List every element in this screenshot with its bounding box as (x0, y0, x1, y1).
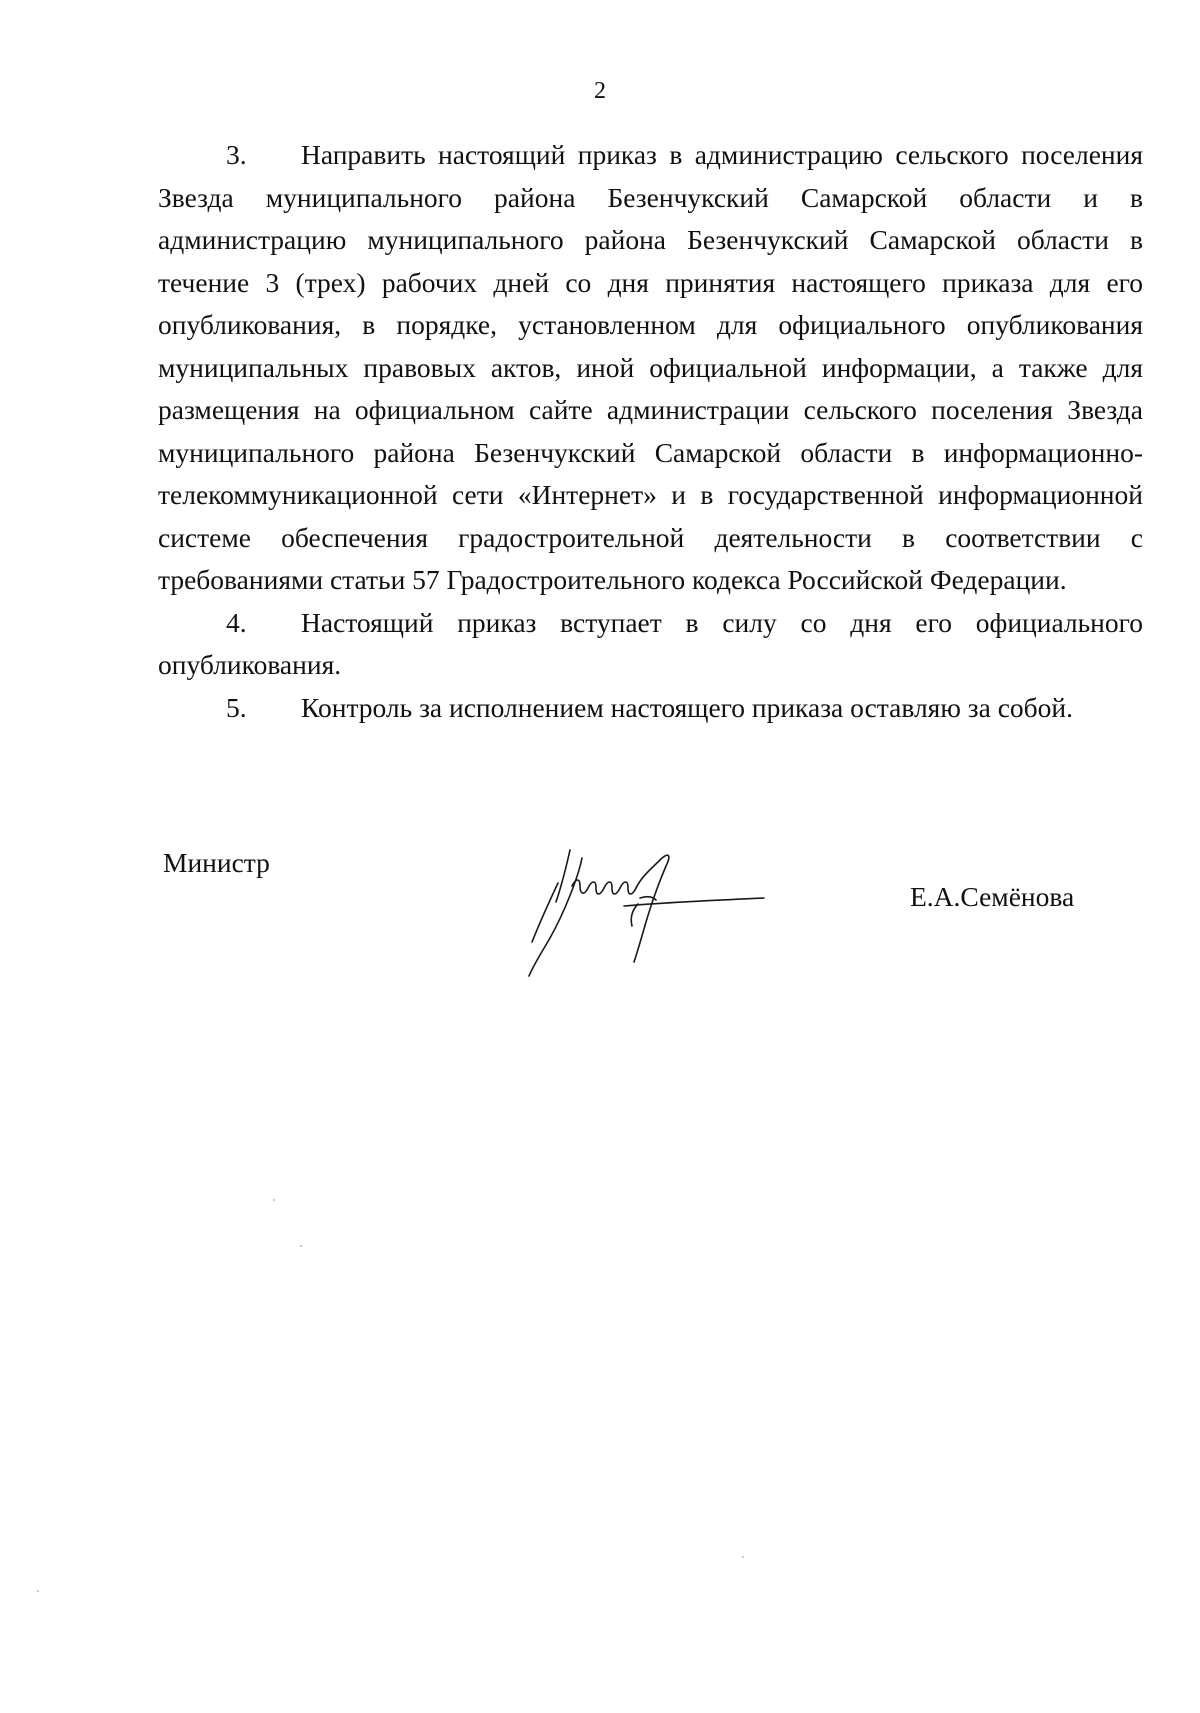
page-number: 2 (594, 78, 606, 104)
signer-name: Е.А.Семёнова (910, 881, 1075, 912)
paragraph-text: Настоящий приказ вступает в силу со дня его официального опубликования. (158, 606, 1143, 680)
paragraph-text: Контроль за исполнением настоящего приказа оставляю за собой. (301, 691, 1073, 723)
scan-speck (37, 1590, 39, 1592)
paragraph-number: 5. (226, 691, 247, 723)
paragraph-text: Направить настоящий приказ в администрацию сельского поселения Звезда муниципального района Безенчукский Самарской области и в администрацию муниципального района Безенчукский Самарской области в течение 3 (трех) рабочих дней со дня принятия настоящего приказа для его опубликования, в порядке, установленном для официального опубликования муниципальных правовых актов, иной официальной информации, а также для размещения на официальном сайте администрации сельского поселения Звезда муниципального района Безенчукский Самарской области в информационно-телекоммуникационной сети «Интернет» и в государственной информационной системе обеспечения градостроительной деятельности в соответствии с требованиями статьи 57 Градостроительного кодекса Российской Федерации. (158, 139, 1143, 595)
paragraph-number: 4. (226, 606, 247, 638)
signer-position: Министр (163, 847, 270, 878)
scan-speck (273, 1199, 275, 1201)
handwritten-signature (520, 838, 800, 988)
paragraph-number: 3. (226, 139, 247, 170)
scan-speck (742, 1556, 744, 1558)
scan-speck (300, 1245, 302, 1247)
